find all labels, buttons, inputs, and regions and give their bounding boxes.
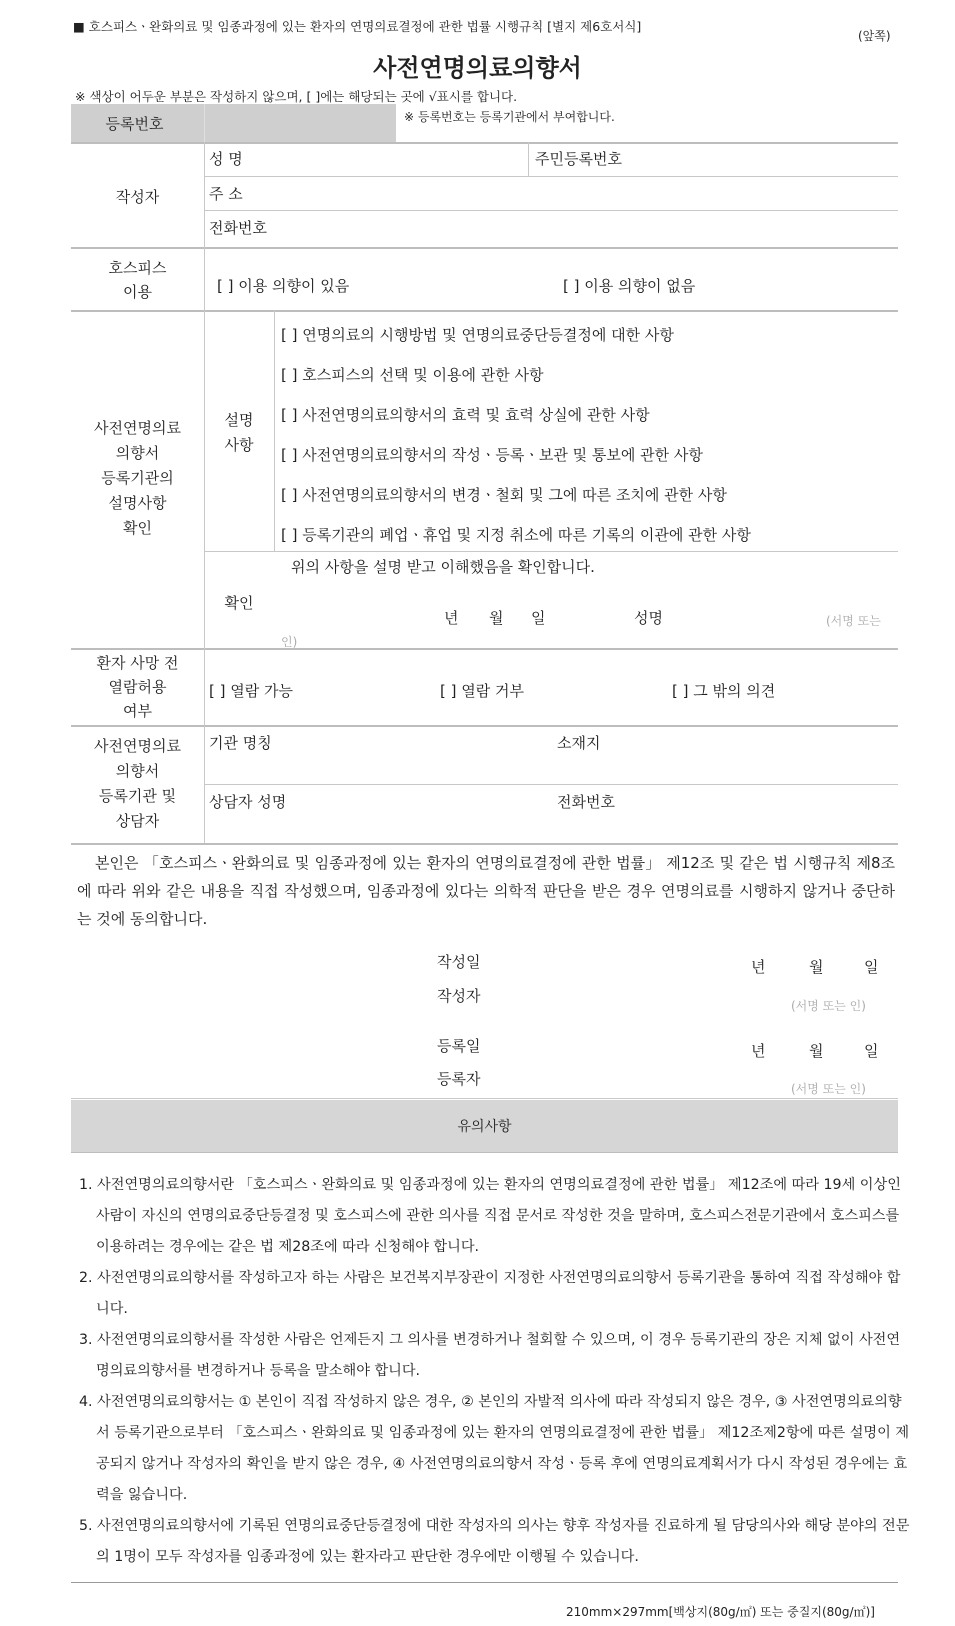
hospice-option-no[interactable]: [ ] 이용 의향이 없음 xyxy=(563,277,696,295)
note-item: 5. 사전연명의료의향서에 기록된 연명의료중단등결정에 대한 작성자의 의사는 향후 작성자를 진료하게 될 담당의사와 해당 분야의 전문의 1명이 모두 작성자를 임종과정에 있는 환자라고 판단한 경우에만 이행될 수 있습니다. xyxy=(79,1518,910,1565)
hospice-section-label: 호스피스 이용 xyxy=(108,259,167,301)
institution-section-label: 사전연명의료 의향서 등록기관 및 상담자 xyxy=(94,737,181,830)
registration-number-note: ※ 등록번호는 등록기관에서 부여합니다. xyxy=(404,110,615,124)
registered-month-label: 월 xyxy=(809,1042,824,1060)
explanation-item[interactable]: [ ] 사전연명의료의향서의 작성ㆍ등록ㆍ보관 및 통보에 관한 사항 xyxy=(281,446,703,464)
note-item: 2. 사전연명의료의향서를 작성하고자 하는 사람은 보건복지부장관이 지정한 사전연명의료의향서 등록기관을 통하여 직접 작성해야 합니다. xyxy=(79,1270,901,1317)
paper-spec-footer: 210mm×297mm[백상지(80g/㎡) 또는 중질지(80g/㎡)] xyxy=(566,1605,875,1619)
form-legal-reference: ■ 호스피스ㆍ완화의료 및 임종과정에 있는 환자의 연명의료결정에 관한 법률 시행규칙 [별지 제6호서식] xyxy=(73,19,642,34)
written-day-label: 일 xyxy=(864,958,879,976)
writer-phone-label: 전화번호 xyxy=(209,219,267,237)
explanation-item[interactable]: [ ] 사전연명의료의향서의 변경ㆍ철회 및 그에 따른 조치에 관한 사항 xyxy=(281,486,727,504)
writer-section-label: 작성자 xyxy=(115,188,160,206)
writer-rrn-label: 주민등록번호 xyxy=(535,150,622,168)
writer-address-label: 주 소 xyxy=(209,185,243,203)
explanation-section-label: 사전연명의료 의향서 등록기관의 설명사항 확인 xyxy=(94,419,181,537)
writer-sign-label: 작성자 xyxy=(437,987,481,1005)
note-item: 3. 사전연명의료의향서를 작성한 사람은 언제든지 그 의사를 변경하거나 철회할 수 있으며, 이 경우 등록기관의 장은 지체 없이 사전연명의료의향서를 변경하거나 등록을 말소해야 합니다. xyxy=(79,1332,901,1379)
note-item: 1. 사전연명의료의향서란 「호스피스ㆍ완화의료 및 임종과정에 있는 환자의 연명의료결정에 관한 법률」 제12조에 따라 19세 이상인 사람이 자신의 연명의료중단등결정 및 호스피스에 관한 의사를 직접 문서로 작성한 것을 말하며, 호스피스전문기관에서 호스피스를 이용하려는 경우에는 같은 법 제28조에 따라 신청해야 합니다. xyxy=(79,1177,901,1255)
confirm-signer-name-label: 성명 xyxy=(634,609,663,627)
view-option-deny[interactable]: [ ] 열람 거부 xyxy=(440,682,524,700)
institution-location-label: 소재지 xyxy=(557,734,601,752)
registration-number-label: 등록번호 xyxy=(105,115,164,133)
registrar-sign-hint: (서명 또는 인) xyxy=(791,1082,866,1096)
explanation-item[interactable]: [ ] 등록기관의 폐업ㆍ휴업 및 지정 취소에 따른 기록의 이관에 관한 사항 xyxy=(281,526,751,544)
confirm-label: 확인 xyxy=(224,594,254,612)
divider xyxy=(71,142,898,144)
hospice-option-yes[interactable]: [ ] 이용 의향이 있음 xyxy=(217,277,350,295)
registered-day-label: 일 xyxy=(864,1042,879,1060)
explanation-item[interactable]: [ ] 연명의료의 시행방법 및 연명의료중단등결정에 대한 사항 xyxy=(281,326,674,344)
confirm-sign-hint-wrap: 인) xyxy=(281,635,298,649)
page-side-mark: (앞쪽) xyxy=(858,29,891,43)
registered-date-label: 등록일 xyxy=(437,1037,481,1055)
note-item: 4. 사전연명의료의향서는 ① 본인이 직접 작성하지 않은 경우, ② 본인의 자발적 의사에 따라 작성되지 않은 경우, ③ 사전연명의료의향서 등록기관으로부터 「호스피스ㆍ완화의료 및 임종과정에 있는 환자의 연명의료결정에 관한 법률」 제12조제2항에 따른 설명이 제공되지 않거나 작성자의 확인을 받지 않은 경우, ④ 사전연명의료의향서 작성ㆍ등록 후에 연명의료계획서가 다시 작성된 경우에는 효력을 잃습니다. xyxy=(79,1394,910,1503)
notes-title: 유의사항 xyxy=(457,1119,512,1135)
view-option-allow[interactable]: [ ] 열람 가능 xyxy=(209,682,293,700)
confirm-month-label: 월 xyxy=(489,609,504,627)
explanation-item[interactable]: [ ] 사전연명의료의향서의 효력 및 효력 상실에 관한 사항 xyxy=(281,406,650,424)
confirm-sign-hint: (서명 또는 xyxy=(826,614,881,628)
written-year-label: 년 xyxy=(751,958,766,976)
written-date-label: 작성일 xyxy=(437,953,481,971)
written-month-label: 월 xyxy=(809,958,824,976)
writer-sign-hint: (서명 또는 인) xyxy=(791,999,866,1013)
institution-name-label: 기관 명칭 xyxy=(209,734,272,752)
view-option-other[interactable]: [ ] 그 밖의 의견 xyxy=(672,682,776,700)
counselor-name-label: 상담자 성명 xyxy=(209,793,287,811)
counselor-phone-label: 전화번호 xyxy=(557,793,615,811)
form-instruction: ※ 색상이 어두운 부분은 작성하지 않으며, [ ]에는 해당되는 곳에 √표시를 합니다. xyxy=(75,89,518,104)
view-permission-label: 환자 사망 전 열람허용 여부 xyxy=(96,654,179,720)
registrar-sign-label: 등록자 xyxy=(437,1070,481,1088)
writer-name-label: 성 명 xyxy=(209,150,243,168)
form-title: 사전연명의료의향서 xyxy=(373,54,582,82)
confirm-year-label: 년 xyxy=(444,609,459,627)
explanation-item[interactable]: [ ] 호스피스의 선택 및 이용에 관한 사항 xyxy=(281,366,544,384)
registered-year-label: 년 xyxy=(751,1042,766,1060)
confirm-statement: 위의 사항을 설명 받고 이해했음을 확인합니다. xyxy=(291,558,595,576)
explanation-items-label: 설명 사항 xyxy=(224,411,254,454)
declaration-paragraph: 본인은 「호스피스ㆍ완화의료 및 임종과정에 있는 환자의 연명의료결정에 관한 법률」 제12조 및 같은 법 시행규칙 제8조에 따라 위와 같은 내용을 직접 작성했으며, 임종과정에 있다는 의학적 판단을 받은 경우 연명의료를 시행하지 않거나 중단하는 것에 동의합니다. xyxy=(77,854,895,928)
confirm-day-label: 일 xyxy=(531,609,546,627)
